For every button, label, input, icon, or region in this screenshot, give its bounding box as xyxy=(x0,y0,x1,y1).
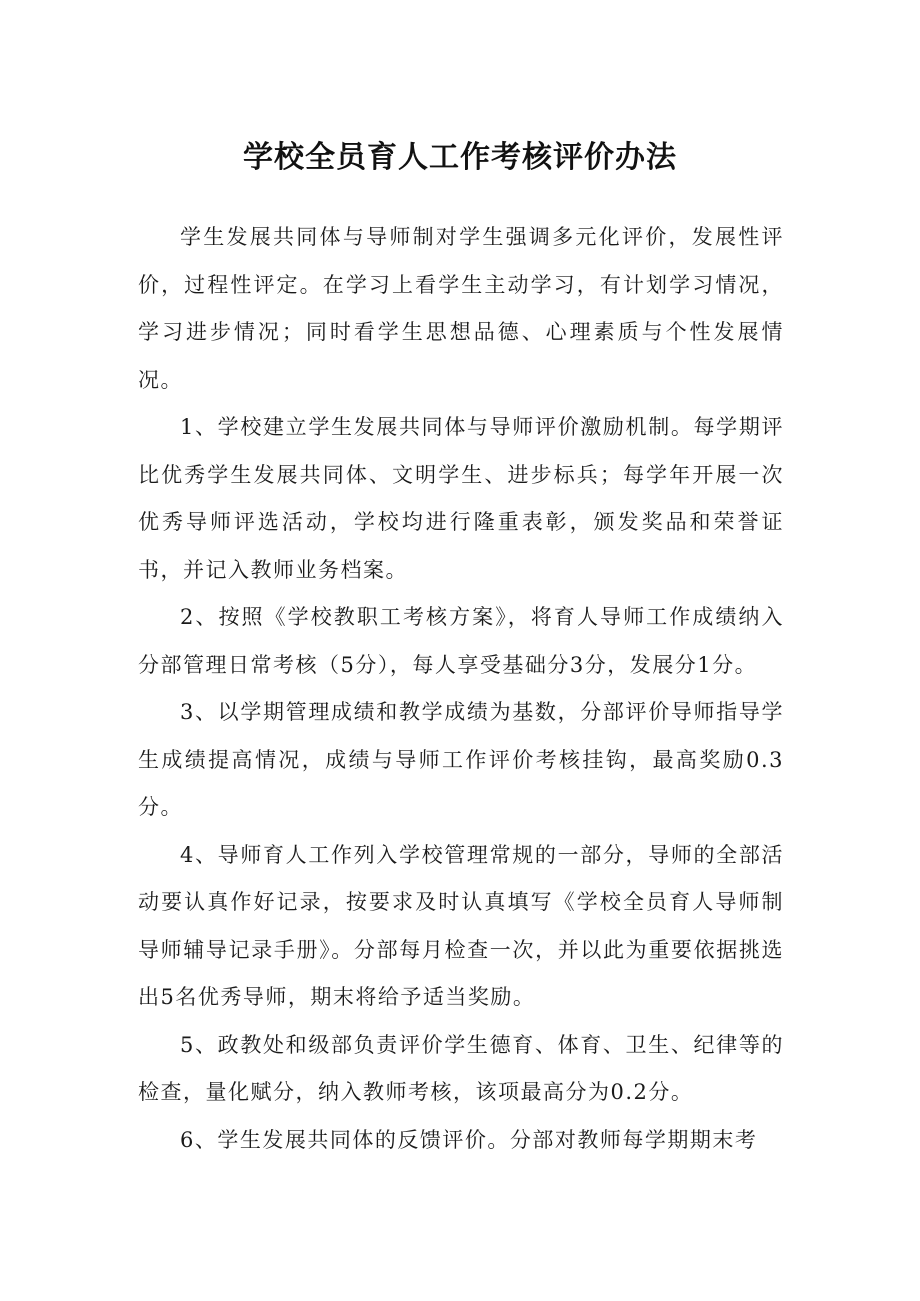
paragraph-item-1: 1、学校建立学生发展共同体与导师评价激励机制。每学期评比优秀学生发展共同体、文明学生、进步标兵；每学年开展一次优秀导师评选活动，学校均进行隆重表彰，颁发奖品和荣誉证书，并记入教师业务档案。 xyxy=(138,415,784,582)
paragraph-item-5: 5、政教处和级部负责评价学生德育、体育、卫生、纪律等的检查，量化赋分，纳入教师考核，该项最高分为0.2分。 xyxy=(138,1032,784,1104)
paragraph-item-6: 6、学生发展共同体的反馈评价。分部对教师每学期期末考 xyxy=(180,1127,758,1152)
paragraph-intro: 学生发展共同体与导师制对学生强调多元化评价，发展性评价，过程性评定。在学习上看学生主动学习，有计划学习情况，学习进步情况；同时看学生思想品德、心理素质与个性发展情况。 xyxy=(138,225,784,392)
document-body xyxy=(138,214,784,1164)
paragraph-item-3: 3、以学期管理成绩和教学成绩为基数，分部评价导师指导学生成绩提高情况，成绩与导师工作评价考核挂钩，最高奖励0.3分。 xyxy=(138,700,784,819)
document-title: 学校全员育人工作考核评价办法 xyxy=(243,140,677,175)
paragraph-item-2: 2、按照《学校教职工考核方案》，将育人导师工作成绩纳入分部管理日常考核（5分），每人享受基础分3分，发展分1分。 xyxy=(138,605,784,677)
paragraph-item-4: 4、导师育人工作列入学校管理常规的一部分，导师的全部活动要认真作好记录，按要求及时认真填写《学校全员育人导师制导师辅导记录手册》。分部每月检查一次，并以此为重要依据挑选出5名优秀导师，期末将给予适当奖励。 xyxy=(138,842,784,1009)
